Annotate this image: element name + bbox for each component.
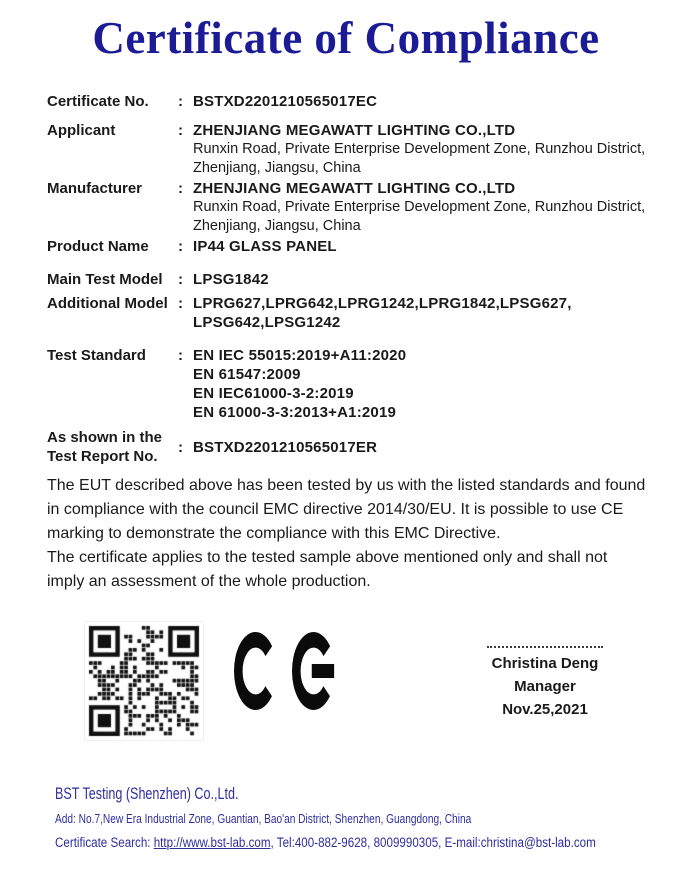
field-value: BSTXD2201210565017EC bbox=[193, 93, 378, 110]
standard-line: EN 61547:2009 bbox=[193, 366, 301, 383]
standard-line: EN IEC 55015:2019+A11:2020 bbox=[193, 347, 407, 364]
field-colon: : bbox=[178, 238, 183, 255]
field-colon: : bbox=[178, 180, 183, 197]
field-label: As shown in the Test Report No. bbox=[47, 429, 163, 465]
signature-dotted-line bbox=[487, 646, 603, 648]
company-name: ZHENJIANG MEGAWATT LIGHTING CO.,LTD bbox=[193, 180, 516, 197]
address-line: Runxin Road, Private Enterprise Development Zone, Runzhou District, bbox=[193, 141, 646, 157]
field-value: IP44 GLASS PANEL bbox=[193, 238, 337, 255]
footer bbox=[0, 784, 692, 851]
compliance-paragraph: The EUT described above has been tested by us with the listed standards and found in compliance with the council EMC directive 2014/30/EU. It is possible to use CE marking to demonstrate the compliance with this EMC Directive. bbox=[47, 477, 646, 542]
field-label: Product Name bbox=[47, 238, 149, 255]
field-row-test-report-no bbox=[47, 428, 648, 466]
signer-role: Manager bbox=[514, 678, 576, 695]
field-row-test-standard bbox=[47, 346, 648, 422]
footer-contact-text: , Tel:400-882-9628, 8009990305, E-mail:christina@bst-lab.com bbox=[270, 835, 596, 850]
qr-code-icon bbox=[85, 622, 203, 740]
field-label: Test Standard bbox=[47, 347, 146, 364]
footer-search-prefix: Certificate Search: bbox=[55, 835, 154, 850]
field-row-manufacturer bbox=[47, 179, 648, 236]
field-colon: : bbox=[178, 347, 183, 364]
address-line: Zhenjiang, Jiangsu, China bbox=[193, 218, 361, 234]
field-value: LPSG1842 bbox=[193, 271, 269, 288]
field-colon: : bbox=[178, 122, 183, 139]
field-row-additional-model bbox=[47, 294, 648, 332]
fields-section bbox=[0, 92, 692, 466]
address-line: Zhenjiang, Jiangsu, China bbox=[193, 160, 361, 176]
signer-name: Christina Deng bbox=[491, 655, 599, 672]
field-label: Applicant bbox=[47, 122, 116, 139]
company-name: ZHENJIANG MEGAWATT LIGHTING CO.,LTD bbox=[193, 122, 516, 139]
address-line: Runxin Road, Private Enterprise Development Zone, Runzhou District, bbox=[193, 199, 646, 215]
footer-address: Add: No.7,New Era Industrial Zone, Guantian, Bao'an District, Shenzhen, Guangdong, China bbox=[55, 811, 472, 826]
field-row-product-name bbox=[47, 237, 648, 256]
field-colon: : bbox=[178, 438, 183, 456]
field-colon: : bbox=[178, 295, 183, 312]
standard-line: EN IEC61000-3-2:2019 bbox=[193, 385, 354, 402]
field-row-certificate-no bbox=[47, 92, 648, 111]
compliance-statement bbox=[0, 474, 692, 594]
issue-date: Nov.25,2021 bbox=[502, 701, 588, 718]
standard-line: EN 61000-3-3:2013+A1:2019 bbox=[193, 404, 397, 421]
production-paragraph: The certificate applies to the tested sample above mentioned only and shall not imply an assessment of the whole production. bbox=[47, 549, 608, 590]
field-colon: : bbox=[178, 93, 183, 110]
field-colon: : bbox=[178, 271, 183, 288]
field-value: LPRG627,LPRG642,LPRG1242,LPRG1842,LPSG627, bbox=[193, 295, 572, 312]
footer-company: BST Testing (Shenzhen) Co.,Ltd. bbox=[55, 784, 239, 803]
field-value: LPSG642,LPSG1242 bbox=[193, 314, 341, 331]
ce-mark-icon bbox=[234, 632, 335, 710]
field-label: Additional Model bbox=[47, 295, 168, 312]
field-row-applicant bbox=[47, 121, 648, 178]
field-label: Main Test Model bbox=[47, 271, 163, 288]
footer-search-line bbox=[55, 834, 692, 851]
field-row-main-test-model bbox=[47, 270, 648, 289]
ce-mark-c bbox=[234, 632, 277, 710]
signature-block bbox=[484, 646, 606, 721]
footer-url-link[interactable]: http://www.bst-lab.com bbox=[153, 835, 271, 850]
field-value: BSTXD2201210565017ER bbox=[193, 438, 378, 456]
ce-mark-e bbox=[292, 632, 335, 710]
marks-and-signature-band bbox=[0, 622, 692, 740]
page-title: Certificate of Compliance bbox=[92, 13, 600, 63]
field-label: Certificate No. bbox=[47, 93, 149, 110]
field-label: Manufacturer bbox=[47, 180, 143, 197]
